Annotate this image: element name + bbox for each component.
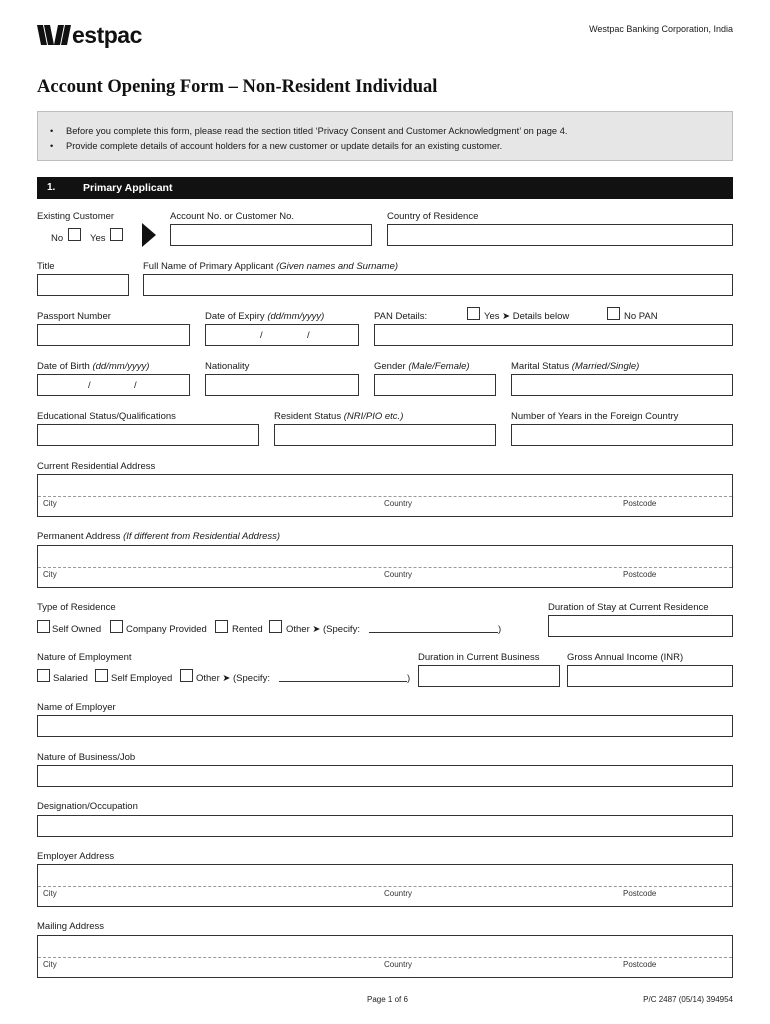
duration-business-input[interactable] xyxy=(418,665,560,687)
country-label: Country xyxy=(384,960,413,969)
close-paren: ) xyxy=(498,624,502,635)
close-paren: ) xyxy=(407,673,411,684)
self-employed-label: Self Employed xyxy=(111,673,173,684)
info-item: • Provide complete details of account holders for a new customer or update details for an existing customer. xyxy=(48,139,567,154)
title-input[interactable] xyxy=(37,274,129,296)
pan-input[interactable] xyxy=(374,324,733,346)
section-header xyxy=(37,177,733,199)
marital-label: Marital Status (Married/Single) xyxy=(511,361,640,372)
country-label: Country xyxy=(384,570,413,579)
westpac-logo xyxy=(37,21,142,48)
city-label: City xyxy=(43,570,57,579)
full-name-label: Full Name of Primary Applicant (Given names and Surname) xyxy=(143,261,399,272)
city-label: City xyxy=(43,889,57,898)
pan-label: PAN Details: xyxy=(374,311,428,322)
other-employment-checkbox[interactable] xyxy=(180,669,193,682)
gross-income-input[interactable] xyxy=(567,665,733,687)
pan-yes-checkbox[interactable] xyxy=(467,307,480,320)
page-title: Account Opening Form – Non-Resident Individual xyxy=(37,77,438,97)
other-employment-label: Other ➤ (Specify: xyxy=(196,673,270,684)
form-code: P/C 2487 (05/14) 394954 xyxy=(643,995,733,1004)
employer-name-label: Name of Employer xyxy=(37,702,116,713)
resident-status-label: Resident Status (NRI/PIO etc.) xyxy=(274,411,404,422)
other-residence-label: Other ➤ (Specify: xyxy=(286,624,360,635)
duration-stay-input[interactable] xyxy=(548,615,733,637)
country-residence-input[interactable] xyxy=(387,224,733,246)
page-number: Page 1 of 6 xyxy=(367,995,408,1004)
rented-label: Rented xyxy=(232,624,263,635)
self-owned-label: Self Owned xyxy=(52,624,102,635)
title-label: Title xyxy=(37,261,55,272)
postcode-label: Postcode xyxy=(623,570,657,579)
other-employment-specify-input[interactable] xyxy=(279,681,407,682)
salaried-label: Salaried xyxy=(53,673,88,684)
employer-name-input[interactable] xyxy=(37,715,733,737)
salaried-checkbox[interactable] xyxy=(37,669,50,682)
education-input[interactable] xyxy=(37,424,259,446)
expiry-slash: / xyxy=(260,330,263,341)
existing-no-label: No xyxy=(51,233,64,244)
marital-input[interactable] xyxy=(511,374,733,396)
self-owned-checkbox[interactable] xyxy=(37,620,50,633)
city-label: City xyxy=(43,960,57,969)
gender-input[interactable] xyxy=(374,374,496,396)
city-label: City xyxy=(43,499,57,508)
years-foreign-label: Number of Years in the Foreign Country xyxy=(511,411,679,422)
duration-business-label: Duration in Current Business xyxy=(418,652,540,663)
current-address-label: Current Residential Address xyxy=(37,461,156,472)
employer-address-input[interactable] xyxy=(37,864,733,907)
other-residence-specify-input[interactable] xyxy=(369,632,498,633)
pan-no-checkbox[interactable] xyxy=(607,307,620,320)
gender-label: Gender (Male/Female) xyxy=(374,361,470,372)
dob-slash: / xyxy=(134,380,137,391)
postcode-label: Postcode xyxy=(623,889,657,898)
gross-income-label: Gross Annual Income (INR) xyxy=(567,652,684,663)
dob-label: Date of Birth (dd/mm/yyyy) xyxy=(37,361,150,372)
self-employed-checkbox[interactable] xyxy=(95,669,108,682)
designation-input[interactable] xyxy=(37,815,733,837)
account-no-input[interactable] xyxy=(170,224,372,246)
company-provided-label: Company Provided xyxy=(126,624,207,635)
westpac-w-mark-icon xyxy=(37,25,71,45)
company-provided-checkbox[interactable] xyxy=(110,620,123,633)
nationality-label: Nationality xyxy=(205,361,250,372)
rented-checkbox[interactable] xyxy=(215,620,228,633)
postcode-label: Postcode xyxy=(623,499,657,508)
pan-yes-label: Yes ➤ Details below xyxy=(484,311,570,322)
dob-input[interactable] xyxy=(37,374,190,396)
country-residence-label: Country of Residence xyxy=(387,211,479,222)
section-title: Primary Applicant xyxy=(83,182,173,194)
postcode-label: Postcode xyxy=(623,960,657,969)
expiry-input[interactable] xyxy=(205,324,359,346)
bank-name: Westpac Banking Corporation, India xyxy=(589,24,733,34)
years-foreign-input[interactable] xyxy=(511,424,733,446)
account-no-label: Account No. or Customer No. xyxy=(170,211,295,222)
info-box xyxy=(37,111,733,161)
existing-customer-label: Existing Customer xyxy=(37,211,115,222)
pan-no-label: No PAN xyxy=(624,311,658,322)
current-address-input[interactable] xyxy=(37,474,733,517)
nature-business-label: Nature of Business/Job xyxy=(37,752,136,763)
existing-yes-checkbox[interactable] xyxy=(110,228,123,241)
designation-label: Designation/Occupation xyxy=(37,801,138,812)
expiry-slash: / xyxy=(307,330,310,341)
expiry-label: Date of Expiry (dd/mm/yyyy) xyxy=(205,311,325,322)
nature-employment-label: Nature of Employment xyxy=(37,652,132,663)
mailing-address-label: Mailing Address xyxy=(37,921,105,932)
full-name-input[interactable] xyxy=(143,274,733,296)
arrow-right-icon xyxy=(142,223,156,247)
mailing-address-input[interactable] xyxy=(37,935,733,978)
dob-slash: / xyxy=(88,380,91,391)
nationality-input[interactable] xyxy=(205,374,359,396)
resident-status-input[interactable] xyxy=(274,424,496,446)
logo-text-visible: estpac xyxy=(72,21,142,48)
permanent-address-input[interactable] xyxy=(37,545,733,588)
country-label: Country xyxy=(384,499,413,508)
other-residence-checkbox[interactable] xyxy=(269,620,282,633)
existing-no-checkbox[interactable] xyxy=(68,228,81,241)
education-label: Educational Status/Qualifications xyxy=(37,411,176,422)
country-label: Country xyxy=(384,889,413,898)
type-residence-label: Type of Residence xyxy=(37,602,116,613)
passport-input[interactable] xyxy=(37,324,190,346)
employer-address-label: Employer Address xyxy=(37,851,115,862)
info-item: • Before you complete this form, please read the section titled ‘Privacy Consent and Customer Acknowledgment’ on page 4. xyxy=(48,124,567,139)
permanent-address-label: Permanent Address (If different from Residential Address) xyxy=(37,531,281,542)
duration-stay-label: Duration of Stay at Current Residence xyxy=(548,602,709,613)
section-number: 1. xyxy=(47,182,56,193)
passport-label: Passport Number xyxy=(37,311,111,322)
existing-yes-label: Yes xyxy=(90,233,106,244)
nature-business-input[interactable] xyxy=(37,765,733,787)
